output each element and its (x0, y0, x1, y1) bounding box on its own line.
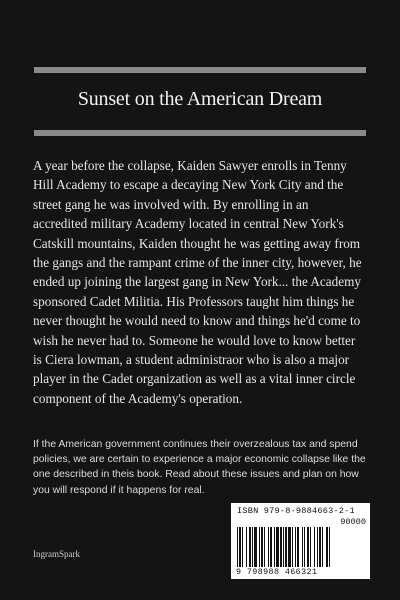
book-title: Sunset on the American Dream (77, 88, 323, 110)
isbn-barcode (231, 503, 370, 579)
author-note-text: If the American government continues their overzealous tax and spend policies, we are certain to experience a major economic collapse like the one described in theis book. Read about these issues and plan on how you will respond if it happens for real. (33, 439, 366, 496)
bottom-rule (34, 130, 366, 136)
barcode-bars-icon (237, 527, 365, 567)
isbn-text: ISBN 979-8-9884663-2-1 (237, 506, 355, 516)
price-code: 90000 (340, 517, 366, 527)
top-rule (34, 67, 366, 73)
barcode-digits: 9 798988 466321 (236, 567, 318, 577)
synopsis-text: A year before the collapse, Kaiden Sawyer enrolls in Tenny Hill Academy to escape a decaying New York City and the street gang he was involved with. By enrolling in an accredited military Academy located in central New York's Catskill mountains, Kaiden thought he was getting away from the gangs and the rampant crime of the inner city, however, he ended up joining the largest gang in New York... the Academy sponsored Cadet Militia. His Professors taught him things he never thought he would need to know and things he'd come to wish he never had to. Someone he would love to know better is Ciera lowman, a student administraor who is also a major player in the Cadet organization as well as a vital inner circle component of the Academy's operation. (33, 158, 362, 406)
publisher-logo: IngramSpark (33, 549, 80, 559)
